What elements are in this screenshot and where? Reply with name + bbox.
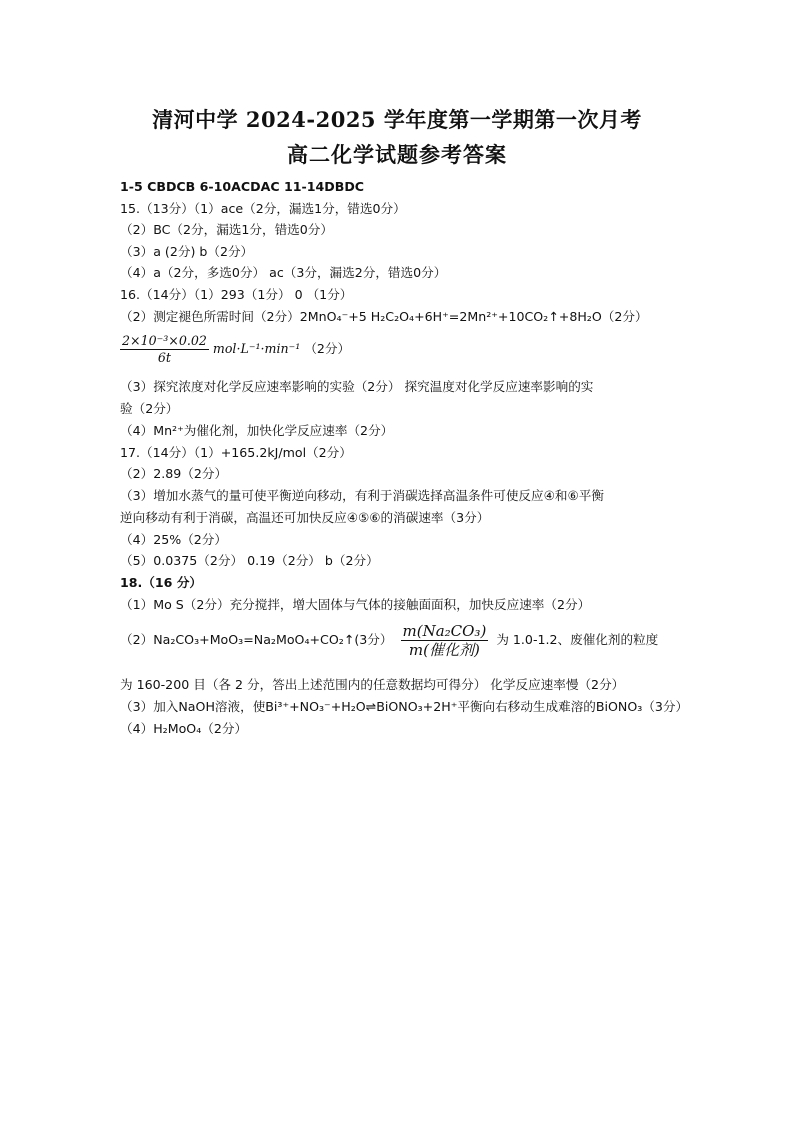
ratio-fraction	[401, 622, 489, 659]
answer-line: （4）25%（2分）	[120, 532, 227, 547]
answer-line: 为 160-200 目（各 2 分，答出上述范围内的任意数据均可得分） 化学反应速率慢（2分）	[120, 677, 625, 692]
answer-line: 15.（13分）（1）ace（2分，漏选1分，错选0分）	[120, 201, 406, 216]
rate-unit: mol·L⁻¹·min⁻¹	[212, 341, 301, 356]
answer-line: （2）测定褪色所需时间（2分）2MnO₄⁻+5 H₂C₂O₄+6H⁺=2Mn²⁺+10CO₂↑+8H₂O（2分）	[120, 309, 648, 324]
document-subtitle: 高二化学试题参考答案	[287, 142, 507, 167]
choice-answers: 1-5 CBDCB 6-10ACDAC 11-14DBDC	[120, 179, 365, 194]
answer-line: （3）a (2分) b（2分）	[120, 244, 254, 259]
answer-line: 17.（14分）（1）+165.2kJ/mol（2分）	[120, 445, 352, 460]
answer-line: （4）a（2分，多选0分） ac（3分，漏选2分，错选0分）	[120, 265, 447, 280]
reaction-equation: （2）Na₂CO₃+MoO₃=Na₂MoO₄+CO₂↑(3分）	[120, 632, 393, 647]
rate-fraction	[120, 333, 209, 366]
ratio-denominator: m(催化剂)	[408, 641, 480, 659]
document-title: 清河中学 2024-2025 学年度第一学期第一次月考	[152, 107, 642, 132]
answer-line: （3）加入NaOH溶液，使Bi³⁺+NO₃⁻+H₂O⇌BiONO₃+2H⁺平衡向右移动生成难溶的BiONO₃（3分）	[120, 699, 689, 714]
answer-line: （4）Mn²⁺为催化剂，加快化学反应速率（2分）	[120, 423, 394, 438]
section-heading: 18.（16 分）	[120, 575, 203, 590]
answer-line: （5）0.0375（2分） 0.19（2分） b（2分）	[120, 553, 379, 568]
rate-denominator: 6t	[157, 350, 171, 365]
answer-line: （3）增加水蒸气的量可使平衡逆向移动，有利于消碳选择高温条件可使反应④和⑥平衡	[120, 488, 604, 503]
answer-line: （3）探究浓度对化学反应速率影响的实验（2分） 探究温度对化学反应速率影响的实	[120, 379, 594, 394]
answer-line: 16.（14分）（1）293（1分） 0 （1分）	[120, 287, 353, 302]
answer-line: （2）2.89（2分）	[120, 466, 228, 481]
rate-score: （2分）	[304, 341, 351, 356]
answer-line: 逆向移动有利于消碳，高温还可加快反应④⑤⑥的消碳速率（3分）	[120, 510, 490, 525]
answer-line: 验（2分）	[120, 401, 179, 416]
answer-line: （1）Mo S（2分）充分搅拌，增大固体与气体的接触面面积，加快反应速率（2分）	[120, 597, 591, 612]
rate-formula-line	[120, 333, 350, 366]
rate-numerator: 2×10⁻³×0.02	[122, 333, 207, 348]
answer-line: （2）BC（2分，漏选1分，错选0分）	[120, 222, 333, 237]
ratio-text: 为 1.0-1.2、废催化剂的粒度	[496, 632, 659, 647]
ratio-formula-line	[120, 622, 658, 659]
answer-line: （4）H₂MoO₄（2分）	[120, 721, 248, 736]
ratio-numerator: m(Na₂CO₃)	[402, 622, 487, 640]
